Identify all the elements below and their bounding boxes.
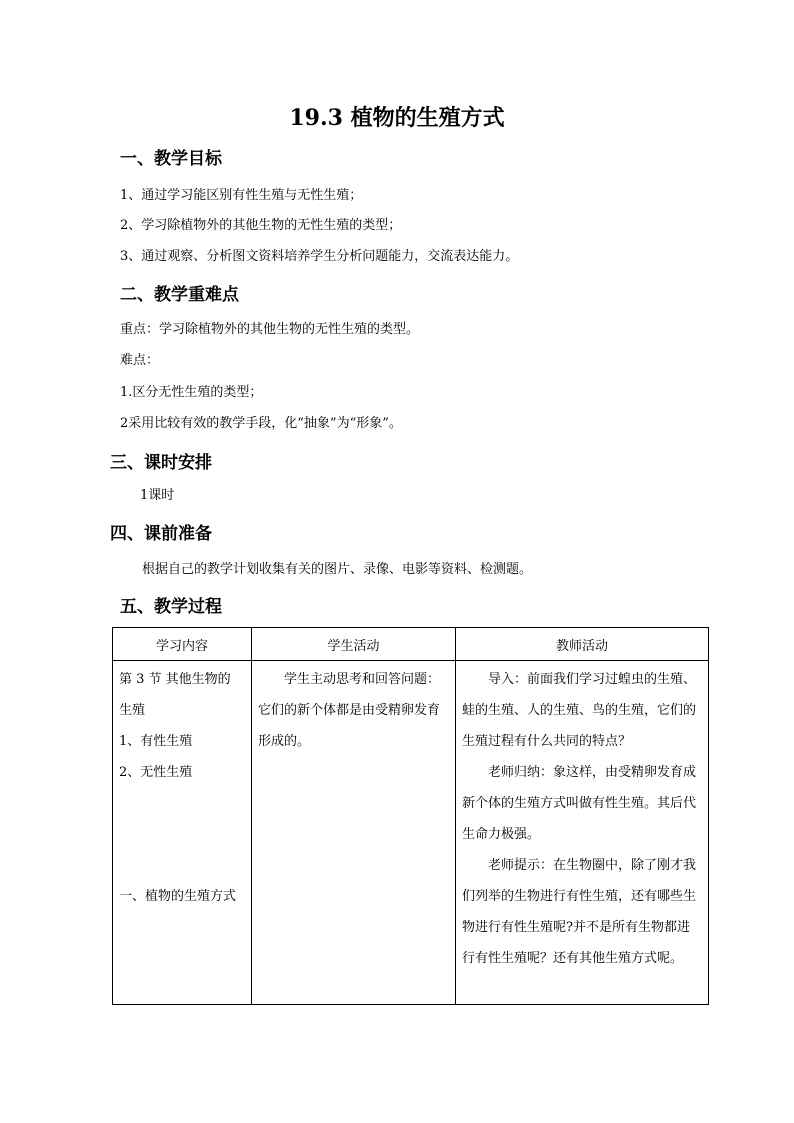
objective-item: 3、通过观察、分析图文资料培养学生分析问题能力，交流表达能力。 [120,249,519,264]
section-heading-key-points: 二、教学重难点 [120,285,239,305]
difficulty-item: 1.区分无性生殖的类型； [120,385,263,400]
content-line: 一、植物的生殖方式 [119,889,237,904]
column-header-teacher: 教师活动 [456,628,709,661]
objective-item: 1、通过学习能区别有性生殖与无性生殖； [120,188,363,203]
student-activity-cell [252,661,456,1005]
table-header-row [113,628,709,661]
teacher-activity-text: 导入：前面我们学习过蝗虫的生殖、蛙的生殖、人的生殖、鸟的生殖，它们的生殖过程有什么共同的特点？ [462,672,697,749]
preparation-text: 根据自己的教学计划收集有关的图片、录像、电影等资料、检测题。 [142,562,533,577]
table-row [113,661,709,1005]
student-activity-text: 学生主动思考和回答问题：它们的新个体都是由受精卵发育形成的。 [258,672,441,749]
section-heading-preparation: 四、课前准备 [110,524,212,544]
difficulty-label: 难点： [120,353,160,368]
column-header-content: 学习内容 [113,628,252,661]
content-line: 生殖 [119,703,146,718]
section-heading-process: 五、教学过程 [120,597,222,617]
content-cell [113,661,252,1005]
teaching-process-table [112,627,709,1005]
key-point-text: 重点：学习除植物外的其他生物的无性生殖的类型。 [120,322,420,337]
teacher-activity-cell [456,661,709,1005]
teacher-activity-text: 老师提示：在生物圈中，除了刚才我们列举的生物进行有性生殖，还有哪些生物进行有性生殖呢?并不是所有生物都进行有性生殖呢？还有其他生殖方式呢。 [462,858,697,966]
teacher-activity-text: 老师归纳：象这样，由受精卵发育成新个体的生殖方式叫做有性生殖。其后代生命力极强。 [462,765,697,842]
document-title: 19.3 植物的生殖方式 [289,105,505,131]
spacer [119,788,245,881]
content-line: 2、无性生殖 [119,765,193,780]
column-header-student: 学生活动 [252,628,456,661]
content-line: 1、有性生殖 [119,734,193,749]
section-heading-schedule: 三、课时安排 [110,453,212,473]
schedule-text: 1课时 [140,488,175,503]
difficulty-item: 2采用比较有效的教学手段，化“抽象”为“形象”。 [120,416,402,431]
content-line: 第 3 节 其他生物的 [119,672,231,687]
section-heading-objectives: 一、教学目标 [120,149,222,169]
objective-item: 2、学习除植物外的其他生物的无性生殖的类型； [120,218,402,233]
